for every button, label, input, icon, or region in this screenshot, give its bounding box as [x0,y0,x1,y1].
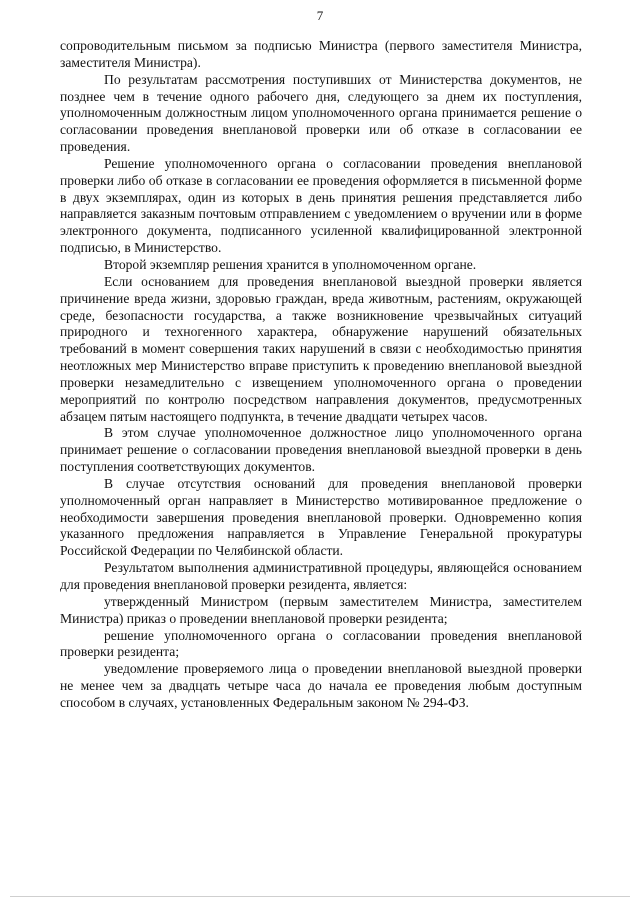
paragraph-urgent-grounds: Если основанием для проведения внеплановой выездной проверки является причинение вреда жизни, здоровью граждан, вреда животным, растениям, окружающей среде, безопасности государства, а также возникновение чрезвычайных ситуаций природного и техногенного характера, обнаружение нарушений обязательных требований в момент совершения таких нарушений в связи с необходимостью принятия неотложных мер Министерство вправе приступить к проведению внеплановой выездной проверки незамедлительно с извещением уполномоченного органа о проведении мероприятий по контролю посредством направления документов, предусмотренных абзацем пятым настоящего подпункта, в течение двадцати четырех часов. [60,273,582,424]
paragraph-same-day-approval: В этом случае уполномоченное должностное лицо уполномоченного органа принимает решение о согласовании проведения внеплановой выездной проверки в день поступления соответствующих документов. [60,425,582,475]
document-body [60,38,582,712]
paragraph-review-results: По результатам рассмотрения поступивших от Министерства документов, не позднее чем в течение одного рабочего дня, следующего за днем их поступления, уполномоченным должностным лицом уполномоченного органа принимается решение о согласовании проведения внеплановой проверки или об отказе в согласовании ее проведения. [60,71,582,155]
paragraph-result-decision: решение уполномоченного органа о согласовании проведения внеплановой проверки резидента; [60,627,582,660]
page-number: 7 [316,8,324,23]
paragraph-no-grounds: В случае отсутствия оснований для проведения внеплановой проверки уполномоченный орган направляет в Министерство мотивированное предложение о необходимости завершения проведения внеплановой проверки. Одновременно копия указанного предложения направляется в Управление Генеральной прокуратуры Российской Федерации по Челябинской области. [60,475,582,559]
paragraph-second-copy: Второй экземпляр решения хранится в уполномоченном органе. [104,256,477,272]
paragraph-decision-form: Решение уполномоченного органа о согласовании проведения внеплановой проверки либо об отказе в согласовании ее проведения оформляется в письменной форме в двух экземплярах, один из которых в день принятия решения представляется либо направляется заказным почтовым отправлением с уведомлением о вручении или в форме электронного документа, подписанного усиленной квалифицированной электронной подписью, в Министерство. [60,155,582,256]
paragraph-continuation: сопроводительным письмом за подписью Министра (первого заместителя Министра, заместителя Министра). [60,38,582,70]
paragraph-procedure-result: Результатом выполнения административной процедуры, являющейся основанием для проведения внеплановой проверки резидента, является: [60,560,582,592]
paragraph-result-order: утвержденный Министром (первым заместителем Министра, заместителем Министра) приказ о проведении внеплановой проверки резидента; [60,593,582,626]
paragraph-result-notification: уведомление проверяемого лица о проведении внеплановой выездной проверки не менее чем за двадцать четыре часа до начала ее проведения любым доступным способом в случаях, установленных Федеральным законом № 294-ФЗ. [60,661,582,710]
bottom-scan-edge [10,896,630,897]
